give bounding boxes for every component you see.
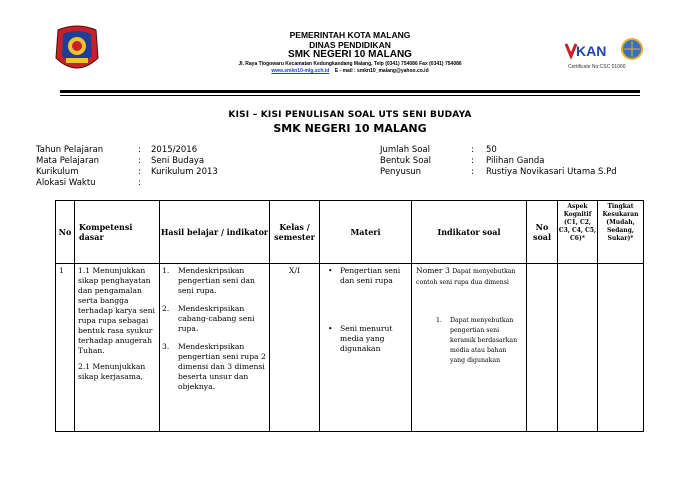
materi-item: • Seni menurut media yang digunakan xyxy=(328,324,393,353)
info-label: Jumlah Soal xyxy=(380,145,430,155)
info-separator: : xyxy=(471,145,474,155)
cell-aspek-kognitif xyxy=(558,264,598,432)
info-value: Kurikulum 2013 xyxy=(151,167,218,177)
kd-item-1-1: 1.1 Menunjukkan sikap penghayatan dan pengamalan serta bangga terhadap karya seni rupa rupa sebagai bentuk rasa syukur terhadap anugerah Tuhan. xyxy=(78,266,155,355)
info-separator: : xyxy=(471,156,474,166)
cell-materi xyxy=(320,264,412,432)
document-school-title: SMK NEGERI 10 MALANG xyxy=(273,122,427,135)
indikator-intro: Nomer 3 Dapat menyebutkan contoh seni rupa dua dimensi xyxy=(416,266,516,286)
info-row xyxy=(380,145,700,156)
cell-indikator-soal xyxy=(412,264,527,432)
letterhead-school: SMK NEGERI 10 MALANG xyxy=(288,49,412,60)
info-value: Seni Budaya xyxy=(151,156,205,166)
letterhead xyxy=(150,30,550,75)
info-value: 50 xyxy=(486,145,497,155)
info-value: Pilihan Ganda xyxy=(486,156,545,166)
info-row xyxy=(36,178,356,189)
kisi-kisi-table xyxy=(55,200,644,432)
info-label: Penyusun xyxy=(380,167,422,177)
email-text: E - mail : smkn10_malang@yahoo.co.id xyxy=(334,68,429,74)
info-row xyxy=(36,167,356,178)
info-label: Bentuk Soal xyxy=(380,156,431,166)
header-kelas-semester: Kelas / semester xyxy=(270,201,320,264)
info-separator: : xyxy=(138,178,141,188)
info-label: Mata Pelajaran xyxy=(36,156,100,166)
materi-item: • Pengertian seni dan seni rupa xyxy=(328,266,401,285)
letterhead-department: DINAS PENDIDIKAN xyxy=(309,40,391,50)
header-indikator-soal: Indikator soal xyxy=(412,201,527,264)
indikator-item: 1. Dapat menyebutkan pengertian seni keramik berdasarkan media atau bahan yang digunakan xyxy=(436,317,518,364)
header-kompetensi-dasar: Kompetensi dasar xyxy=(75,201,160,264)
info-value: Rustiya Novikasari Utama S.Pd xyxy=(486,167,617,177)
header-tingkat-kesukaran: Tingkat Kesukaran (Mudah, Sedang, Sukar)* xyxy=(598,201,644,264)
hasil-belajar-item: 3. Mendeskripsikan pengertian seni rupa 2 dimensi dan 3 dimensi beserta unsur dan objeknya. xyxy=(162,342,266,391)
header-rule-thin xyxy=(60,95,640,96)
info-value: 2015/2016 xyxy=(151,145,198,155)
letterhead-government: PEMERINTAH KOTA MALANG xyxy=(289,30,411,40)
header-rule-thick xyxy=(60,90,640,93)
cell-tingkat-kesukaran xyxy=(598,264,644,432)
kan-logo-text: KAN xyxy=(576,43,607,59)
info-row xyxy=(380,156,700,167)
website-link[interactable]: www.smkn10-mlg.sch.id xyxy=(271,68,330,74)
info-right-block xyxy=(380,145,700,185)
cell-hasil-belajar xyxy=(160,264,270,432)
header-materi: Materi xyxy=(320,201,412,264)
cell-no: 1 xyxy=(56,264,75,432)
info-label: Kurikulum xyxy=(36,167,79,177)
info-row xyxy=(36,156,356,167)
school-emblem-logo xyxy=(52,24,102,74)
info-label: Tahun Pelajaran xyxy=(36,145,104,155)
table-header-row xyxy=(56,201,644,264)
hasil-belajar-item: 2. Mendeskripsikan cabang-cabang seni rupa. xyxy=(162,304,255,333)
info-row xyxy=(380,167,700,178)
info-label: Alokasi Waktu xyxy=(36,178,96,188)
cell-kelas-semester: X/I xyxy=(270,264,320,432)
certificate-number: Certificate No:CSC 01060 xyxy=(568,64,626,70)
info-separator: : xyxy=(471,167,474,177)
header-no: No xyxy=(56,201,75,264)
letterhead-address: Jl. Raya Tlogowaru Kecamatan Kedungkandang Malang, Telp (0341) 754086 Fax (0341) 754086 xyxy=(238,61,462,67)
cell-no-soal xyxy=(527,264,558,432)
cell-kompetensi-dasar xyxy=(75,264,160,432)
header-no-soal: No soal xyxy=(527,201,558,264)
letterhead-contact xyxy=(150,68,550,75)
info-separator: : xyxy=(138,167,141,177)
info-separator: : xyxy=(138,145,141,155)
kd-item-2-1: 2.1 Menunjukkan sikap kerjasama, xyxy=(78,362,146,381)
header-aspek-kognitif: Aspek Kognitif (C1, C2, C3, C4, C5, C6)* xyxy=(558,201,598,264)
hasil-belajar-item: 1. Mendeskripsikan pengertian seni dan seni rupa. xyxy=(162,266,255,295)
info-left-block xyxy=(36,145,356,195)
info-row xyxy=(36,145,356,156)
header-hasil-belajar: Hasil belajar / indikator xyxy=(160,201,270,264)
document-title: KISI – KISI PENULISAN SOAL UTS SENI BUDAYA xyxy=(228,110,472,120)
info-separator: : xyxy=(138,156,141,166)
table-row xyxy=(56,264,644,432)
